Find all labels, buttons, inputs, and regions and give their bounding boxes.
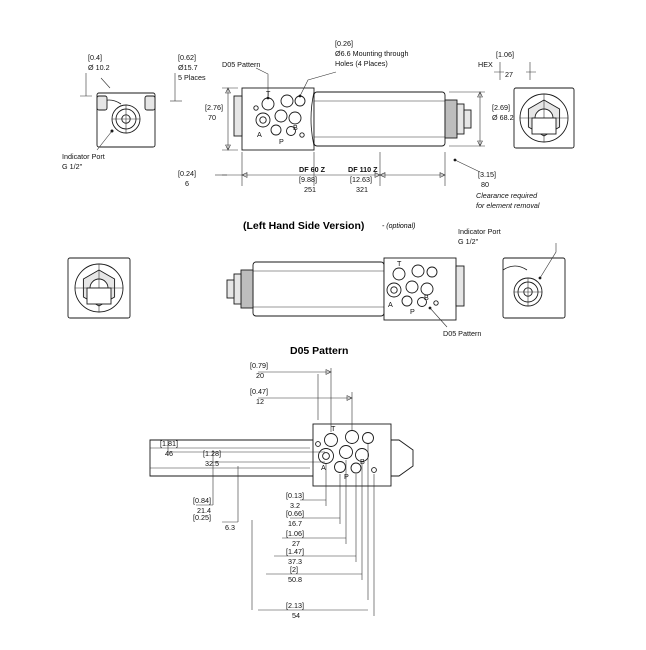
model-df60z-in: [9.88] [299, 175, 317, 184]
dim-68-2-label: Ø 68.2 [492, 113, 514, 122]
d05-dim-1-06-mm: 27 [292, 539, 300, 548]
indicator-port-value-lh: G 1/2" [458, 237, 479, 246]
hex-value-label: 27 [505, 70, 513, 79]
dim-1-06-label: [1.06] [496, 50, 514, 59]
d05-dim-0-84-mm: 21.4 [197, 506, 211, 515]
port-label-p-lh: P [410, 307, 415, 316]
d05-dim-2-in: [2] [290, 565, 298, 574]
port-label-p-d05: P [344, 472, 349, 481]
left-hand-right-end-view [503, 243, 565, 318]
d05-dim-1-47-mm: 37.3 [288, 557, 302, 566]
port-label-b-top: B [293, 123, 298, 132]
clearance-mm-label: 80 [481, 180, 489, 189]
dim-5-places-label: 5 Places [178, 73, 206, 82]
d05-dim-1-81-mm: 46 [165, 449, 173, 458]
d05-pattern-label-top: D05 Pattern [222, 60, 261, 69]
dim-0-62-label: [0.62] [178, 53, 196, 62]
clearance-note-2: for element removal [476, 201, 540, 210]
dim-2-76-label: [2.76] [205, 103, 223, 112]
port-label-b-d05: B [360, 457, 365, 466]
d05-dim-0-25-mm: 6.3 [225, 523, 235, 532]
dim-15-7-label: Ø15.7 [178, 63, 198, 72]
port-label-a-top: A [257, 130, 262, 139]
d05-dim-0-66-mm: 16.7 [288, 519, 302, 528]
d05-pattern-label-lh: D05 Pattern [443, 329, 482, 338]
d05-dim-1-06-in: [1.06] [286, 529, 304, 538]
d05-dim-0-47-in: [0.47] [250, 387, 268, 396]
clearance-in-label: [3.15] [478, 170, 496, 179]
port-label-t-d05: T [331, 424, 336, 433]
model-df110z-mm: 321 [356, 185, 368, 194]
left-hand-title-note: - (optional) [382, 223, 416, 230]
port-label-p-top: P [279, 137, 284, 146]
port-label-b-lh: B [424, 293, 429, 302]
top-left-end-view [80, 73, 182, 150]
indicator-port-label-top: Indicator Port [62, 152, 105, 161]
d05-dim-0-79-in: [0.79] [250, 361, 268, 370]
port-label-a-lh: A [388, 300, 393, 309]
dim-70-label: 70 [208, 113, 216, 122]
d05-detail-title: D05 Pattern [290, 345, 349, 357]
indicator-port-label-lh: Indicator Port [458, 227, 501, 236]
hex-label: HEX [478, 60, 493, 69]
d05-pattern-detail [150, 368, 413, 616]
d05-dim-1-47-in: [1.47] [286, 547, 304, 556]
d05-dim-2-13-mm: 54 [292, 611, 300, 620]
left-hand-left-end-view [68, 258, 130, 318]
model-df110z-in: [12.63] [350, 175, 372, 184]
d05-dim-0-25-in: [0.25] [193, 513, 211, 522]
d05-dim-2-13-in: [2.13] [286, 601, 304, 610]
d05-dim-0-13-mm: 3.2 [290, 501, 300, 510]
model-df60z-mm: 251 [304, 185, 316, 194]
d05-dim-0-66-in: [0.66] [286, 509, 304, 518]
dim-10-2-label: Ø 10.2 [88, 63, 110, 72]
dim-0-26-label: [0.26] [335, 39, 353, 48]
model-df110z-label: DF 110 Z [348, 165, 378, 174]
clearance-note-1: Clearance required [476, 191, 538, 200]
d05-dim-1-81-in: [1.81] [160, 439, 178, 448]
model-df60z-label: DF 60 Z [299, 165, 325, 174]
d05-dim-1-28-mm: 32.5 [205, 459, 219, 468]
d05-dim-0-13-in: [0.13] [286, 491, 304, 500]
d05-dim-0-84-in: [0.84] [193, 496, 211, 505]
dim-0-4-label: [0.4] [88, 53, 102, 62]
port-label-t-top: T [266, 89, 271, 98]
dim-holes-label: Holes (4 Places) [335, 59, 388, 68]
d05-dim-0-47-mm: 12 [256, 397, 264, 406]
port-label-a-d05: A [321, 463, 326, 472]
dim-6-6-label: Ø6.6 Mounting through [335, 49, 409, 58]
dim-2-69-label: [2.69] [492, 103, 510, 112]
indicator-port-value-top: G 1/2" [62, 162, 83, 171]
dim-0-24-label: [0.24] [178, 169, 196, 178]
port-label-t-lh: T [397, 259, 402, 268]
left-hand-title: (Left Hand Side Version) [243, 220, 365, 232]
d05-dim-0-79-mm: 20 [256, 371, 264, 380]
dim-6-label: 6 [185, 179, 189, 188]
d05-dim-2-mm: 50.8 [288, 575, 302, 584]
d05-dim-1-28-in: [1.28] [203, 449, 221, 458]
